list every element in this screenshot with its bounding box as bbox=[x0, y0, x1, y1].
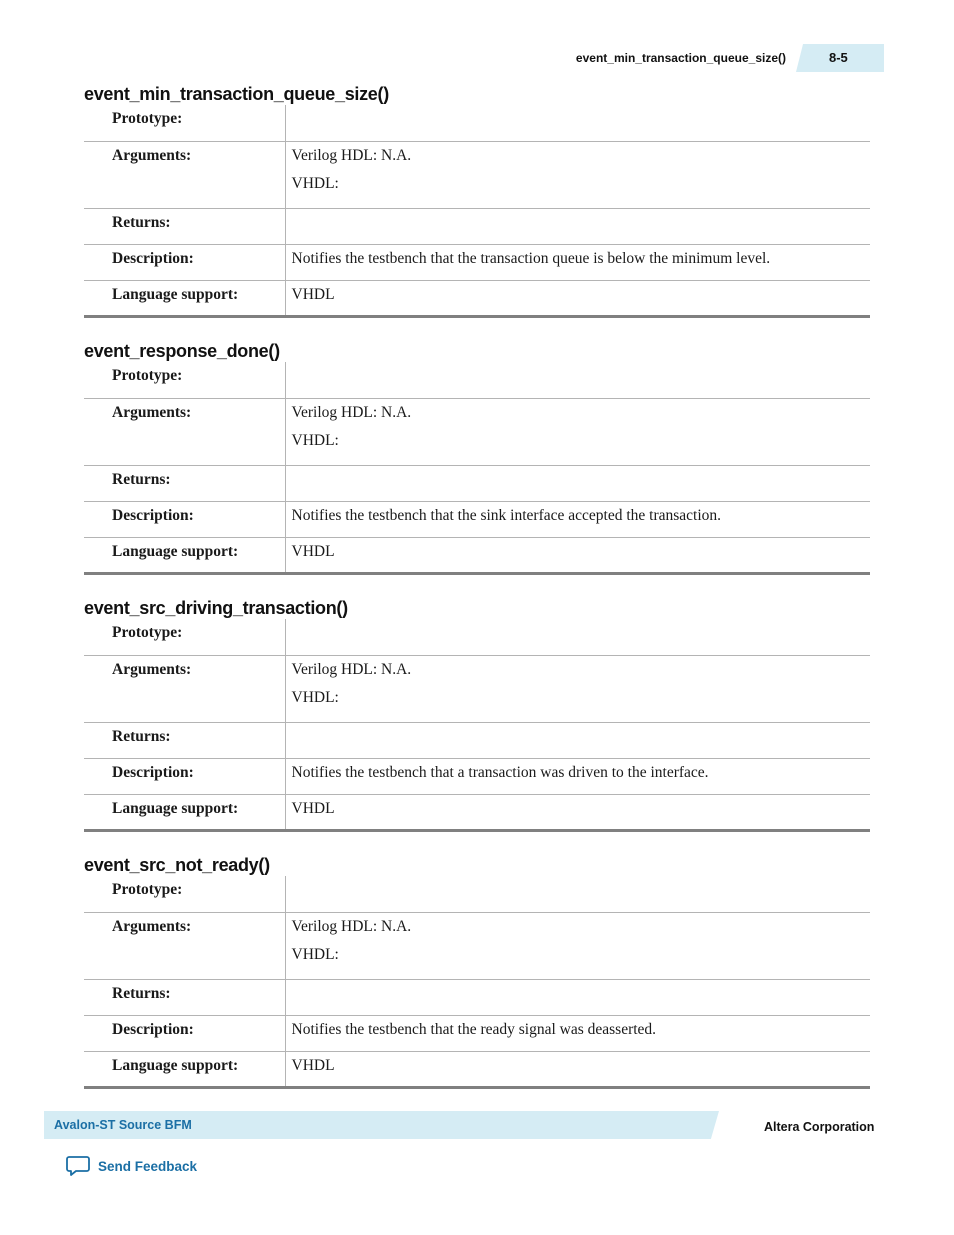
language-support-value: VHDL bbox=[285, 794, 870, 830]
speech-bubble-icon bbox=[66, 1155, 90, 1177]
table-row bbox=[84, 722, 870, 758]
description-value: Notifies the testbench that a transaction was driven to the interface. bbox=[285, 758, 870, 794]
returns-label: Returns: bbox=[84, 208, 285, 244]
arguments-value: Verilog HDL: N.A. VHDL: bbox=[285, 912, 870, 979]
description-label: Description: bbox=[84, 758, 285, 794]
table-row bbox=[84, 362, 870, 398]
function-section bbox=[84, 340, 870, 575]
prototype-label: Prototype: bbox=[84, 105, 285, 141]
arguments-label: Arguments: bbox=[84, 655, 285, 722]
function-section bbox=[84, 83, 870, 318]
arguments-value: Verilog HDL: N.A. VHDL: bbox=[285, 141, 870, 208]
section-title: event_response_done() bbox=[84, 341, 280, 361]
language-support-value: VHDL bbox=[285, 280, 870, 316]
table-row bbox=[84, 758, 870, 794]
prototype-label: Prototype: bbox=[84, 876, 285, 912]
description-label: Description: bbox=[84, 244, 285, 280]
send-feedback-label: Send Feedback bbox=[98, 1158, 198, 1174]
arguments-label: Arguments: bbox=[84, 141, 285, 208]
table-row bbox=[84, 244, 870, 280]
table-row bbox=[84, 979, 870, 1015]
function-section bbox=[84, 854, 870, 1089]
table-row bbox=[84, 1015, 870, 1051]
description-label: Description: bbox=[84, 1015, 285, 1051]
language-support-label: Language support: bbox=[84, 1051, 285, 1087]
table-row bbox=[84, 1051, 870, 1087]
returns-value bbox=[285, 208, 870, 244]
prototype-label: Prototype: bbox=[84, 362, 285, 398]
page-number: 8-5 bbox=[829, 50, 848, 65]
function-table bbox=[84, 362, 870, 575]
function-table bbox=[84, 619, 870, 832]
table-row bbox=[84, 105, 870, 141]
returns-value bbox=[285, 979, 870, 1015]
language-support-value: VHDL bbox=[285, 1051, 870, 1087]
table-row bbox=[84, 465, 870, 501]
running-title: event_min_transaction_queue_size() bbox=[575, 51, 786, 65]
prototype-label: Prototype: bbox=[84, 619, 285, 655]
table-row bbox=[84, 655, 870, 722]
returns-value bbox=[285, 722, 870, 758]
section-title: event_min_transaction_queue_size() bbox=[84, 84, 389, 104]
table-row bbox=[84, 141, 870, 208]
arguments-value: Verilog HDL: N.A. VHDL: bbox=[285, 655, 870, 722]
arguments-value: Verilog HDL: N.A. VHDL: bbox=[285, 398, 870, 465]
prototype-value bbox=[285, 876, 870, 912]
company-name: Altera Corporation bbox=[764, 1120, 875, 1134]
table-row bbox=[84, 501, 870, 537]
table-row bbox=[84, 280, 870, 316]
chapter-title: Avalon-ST Source BFM bbox=[54, 1118, 192, 1132]
returns-label: Returns: bbox=[84, 465, 285, 501]
arguments-label: Arguments: bbox=[84, 398, 285, 465]
table-row bbox=[84, 912, 870, 979]
prototype-value bbox=[285, 362, 870, 398]
description-value: Notifies the testbench that the sink interface accepted the transaction. bbox=[285, 501, 870, 537]
table-row bbox=[84, 537, 870, 573]
function-table bbox=[84, 876, 870, 1089]
table-row bbox=[84, 398, 870, 465]
send-feedback-link[interactable] bbox=[66, 1155, 197, 1177]
table-row bbox=[84, 794, 870, 830]
prototype-value bbox=[285, 105, 870, 141]
returns-label: Returns: bbox=[84, 722, 285, 758]
returns-label: Returns: bbox=[84, 979, 285, 1015]
language-support-label: Language support: bbox=[84, 280, 285, 316]
language-support-label: Language support: bbox=[84, 537, 285, 573]
table-row bbox=[84, 619, 870, 655]
function-section bbox=[84, 597, 870, 832]
section-title: event_src_driving_transaction() bbox=[84, 598, 348, 618]
table-row bbox=[84, 208, 870, 244]
arguments-label: Arguments: bbox=[84, 912, 285, 979]
section-title: event_src_not_ready() bbox=[84, 855, 270, 875]
returns-value bbox=[285, 465, 870, 501]
description-value: Notifies the testbench that the transaction queue is below the minimum level. bbox=[285, 244, 870, 280]
function-table bbox=[84, 105, 870, 318]
table-row bbox=[84, 876, 870, 912]
language-support-label: Language support: bbox=[84, 794, 285, 830]
description-label: Description: bbox=[84, 501, 285, 537]
description-value: Notifies the testbench that the ready signal was deasserted. bbox=[285, 1015, 870, 1051]
language-support-value: VHDL bbox=[285, 537, 870, 573]
prototype-value bbox=[285, 619, 870, 655]
